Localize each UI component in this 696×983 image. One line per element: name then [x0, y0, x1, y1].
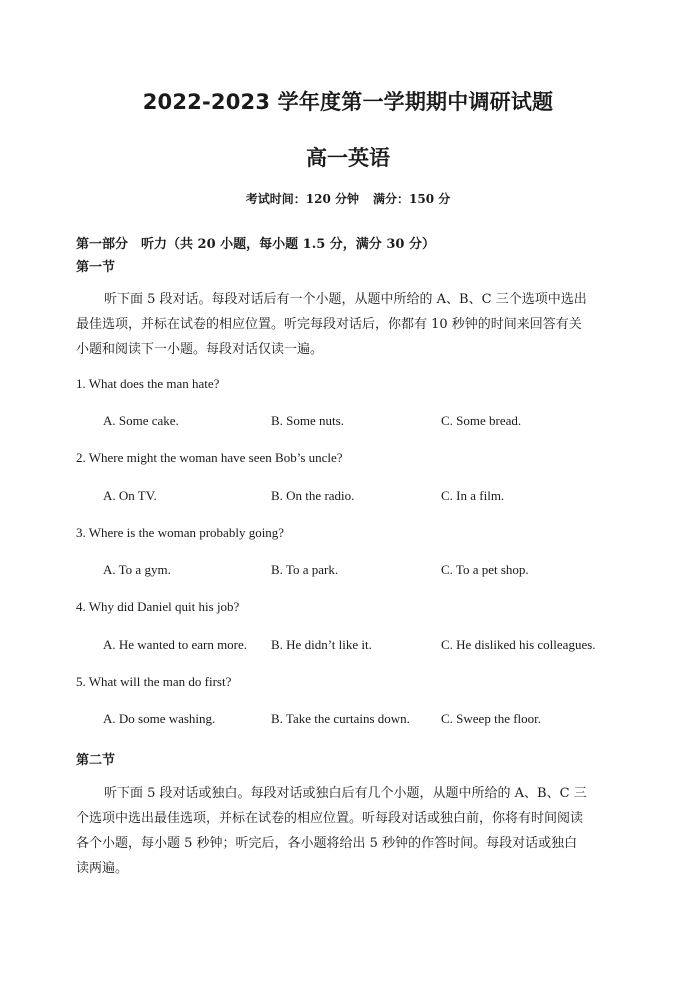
section1-instructions	[76, 287, 624, 362]
exam-score: 满分：150 分	[373, 192, 451, 206]
question-3-option-c: C. To a pet shop.	[441, 562, 529, 577]
question-2-stem: 2. Where might the woman have seen Bob’s uncle?	[76, 450, 343, 465]
exam-time: 考试时间：120 分钟	[245, 192, 359, 206]
instruction-line: 听下面 5 段对话或独白。每段对话或独白后有几个小题，从题中所给的 A、B、C 三	[104, 786, 587, 801]
section2-instructions	[76, 781, 624, 881]
question-5-option-a: A. Do some washing.	[103, 711, 216, 726]
question-1-option-a: A. Some cake.	[103, 413, 179, 428]
instruction-line: 小题和阅读下一小题。每段对话仅读一遍。	[76, 342, 324, 357]
question-4-option-b: B. He didn’t like it.	[271, 637, 372, 652]
question-4-stem: 4. Why did Daniel quit his job?	[76, 599, 240, 614]
question-3-option-a: A. To a gym.	[103, 562, 171, 577]
question-5-stem: 5. What will the man do first?	[76, 674, 232, 689]
question-5-option-c: C. Sweep the floor.	[441, 711, 542, 726]
question-4-option-a: A. He wanted to earn more.	[103, 637, 248, 652]
instruction-line: 个选项中选出最佳选项，并标在试卷的相应位置。听每段对话或独白前，你将有时间阅读	[76, 811, 584, 826]
question-3-stem: 3. Where is the woman probably going?	[76, 525, 285, 540]
page-subtitle: 高一英语	[306, 146, 390, 170]
page-title: 2022-2023 学年度第一学期期中调研试题	[142, 90, 554, 114]
exam-info	[0, 190, 696, 207]
question-1-option-c: C. Some bread.	[441, 413, 522, 428]
instruction-line: 最佳选项，并标在试卷的相应位置。听完每段对话后，你都有 10 秒钟的时间来回答有关	[76, 317, 582, 332]
question-3-option-b: B. To a park.	[271, 562, 339, 577]
question-4-option-c: C. He disliked his colleagues.	[441, 637, 596, 652]
question-1-stem: 1. What does the man hate?	[76, 376, 220, 391]
section2-heading: 第二节	[76, 753, 116, 768]
instruction-line: 读两遍。	[76, 861, 129, 876]
question-5-option-b: B. Take the curtains down.	[271, 711, 410, 726]
part1-heading: 第一部分 听力（共 20 小题，每小题 1.5 分，满分 30 分）	[76, 237, 435, 252]
question-2-option-b: B. On the radio.	[271, 488, 355, 503]
instruction-line: 各个小题，每小题 5 秒钟；听完后，各小题将给出 5 秒钟的作答时间。每段对话或独白	[76, 836, 578, 851]
question-1-option-b: B. Some nuts.	[271, 413, 344, 428]
section1-heading: 第一节	[76, 260, 116, 275]
question-2-option-a: A. On TV.	[103, 488, 157, 503]
question-2-option-c: C. In a film.	[441, 488, 505, 503]
instruction-line: 听下面 5 段对话。每段对话后有一个小题，从题中所给的 A、B、C 三个选项中选出	[104, 292, 587, 307]
